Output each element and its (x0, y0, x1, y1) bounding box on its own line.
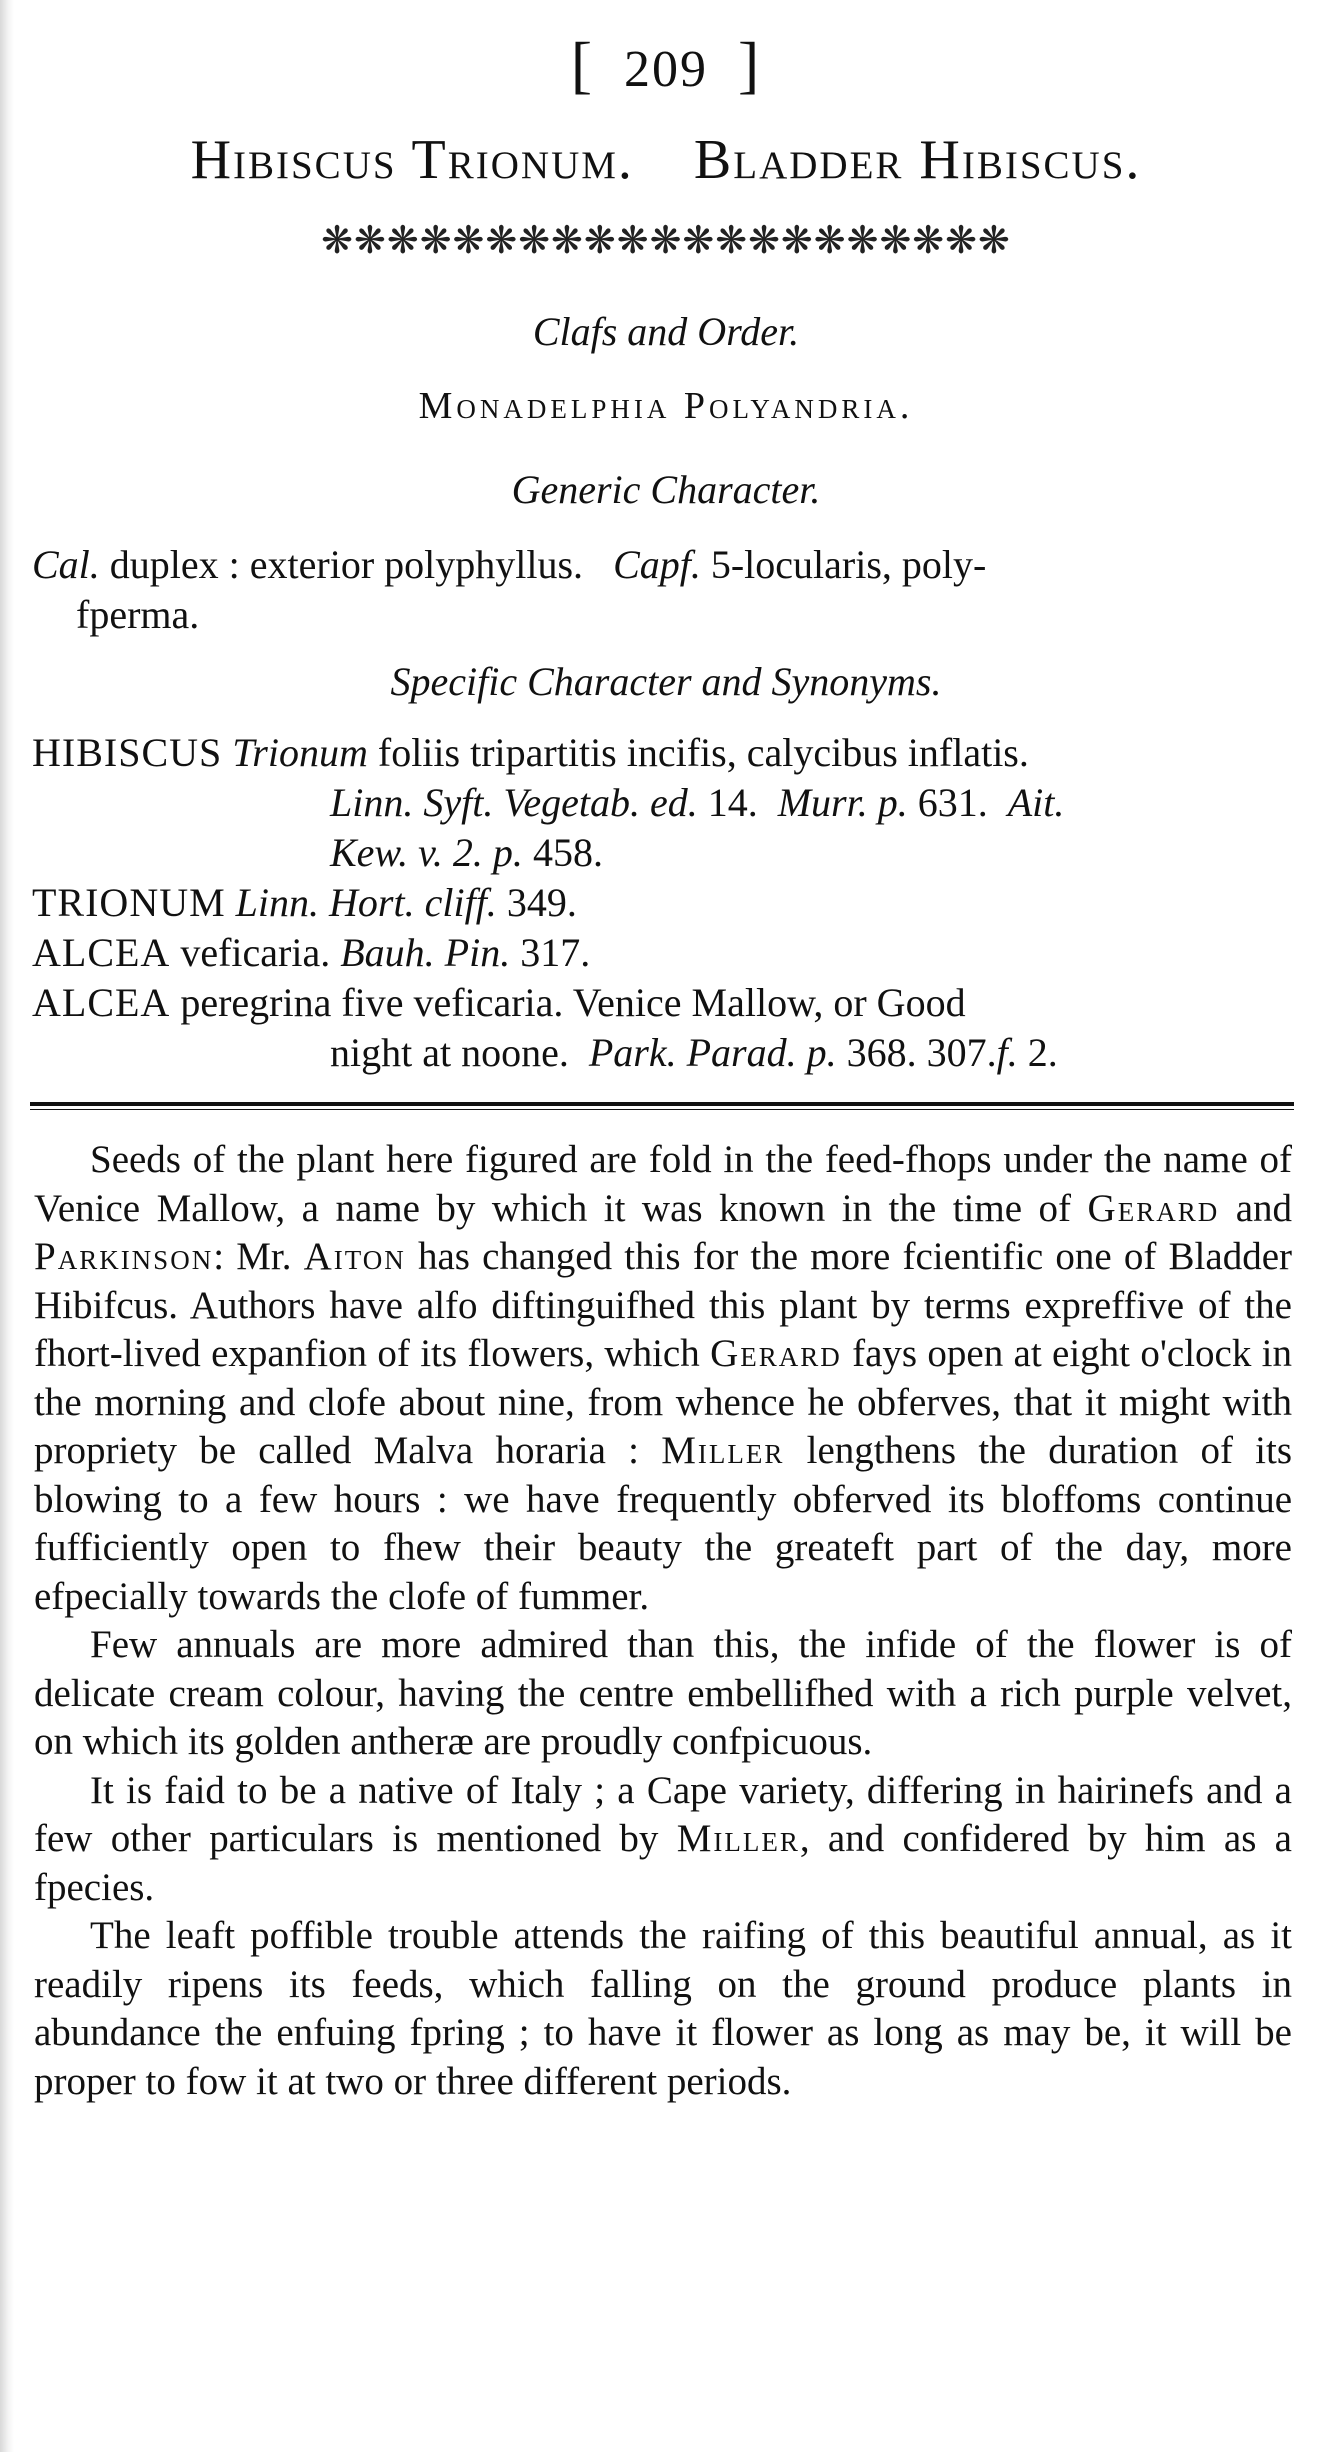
synonym-name: TRIONUM (32, 880, 226, 925)
synonym-text: veficaria. (180, 930, 331, 975)
ref-ait: Ait. (1007, 780, 1065, 825)
description-body (34, 1136, 1292, 2106)
caps-label: Capf. (613, 542, 701, 587)
synonym-species: Trionum (232, 730, 368, 775)
ref-kew: Kew. v. 2. p. (330, 830, 523, 875)
synonym-hibiscus (32, 728, 1292, 778)
name-miller: Miller (661, 1429, 785, 1472)
p1-e: lengthens the duration of its blowing to a few hours : we have frequently obferved its bloffoms continue fufficiently open to fhew their beauty the greateft part of the day, more efpecially towards the clofe of fummer. (34, 1429, 1293, 1618)
title-common: Bladder Hibiscus. (693, 129, 1142, 191)
page-title (0, 128, 1332, 192)
p3-a: It is faid to be a native of Italy ; a Cape variety, differing in hairinefs and a few other particulars is mentioned by (34, 1768, 1292, 1860)
title-latin: Hibiscus Trionum. (190, 129, 634, 191)
synonym-text-cont: night at noone. (330, 1030, 569, 1075)
synonym-ref-end: 2. (1027, 1030, 1058, 1075)
synonym-ref-num: 317. (520, 930, 591, 975)
synonym-alcea-2 (32, 978, 1292, 1028)
name-miller-2: Miller (676, 1817, 800, 1860)
ref-linn-num: 14. (707, 780, 758, 825)
synonym-name: ALCEA (32, 980, 171, 1025)
name-parkinson: Parkinson (34, 1235, 214, 1278)
p1-a: Seeds of the plant here figured are fold in the feed-fhops under the name of Venice Mallow, a name by which it was known in the time of (34, 1138, 1292, 1230)
ref-linn: Linn. Syft. Vegetab. ed. (330, 780, 698, 825)
synonym-hibiscus-ref (330, 778, 1280, 828)
ref-kew-num: 458. (532, 830, 603, 875)
synonym-name: HIBISCUS (32, 730, 223, 775)
section-rule (30, 1102, 1294, 1110)
ref-murr: Murr. p. (777, 780, 908, 825)
synonym-text: foliis tripartitis incifis, calycibus inflatis. (377, 730, 1029, 775)
paragraph-2: Few annuals are more admired than this, the infide of the flower is of delicate cream colour, having the centre embellifhed with a rich purple velvet, on which its golden antheræ are proudly confpicuous. (34, 1623, 1292, 1763)
synonym-trionum (32, 878, 1292, 928)
synonym-ref-num: 349. (506, 880, 577, 925)
paragraph-4: The leaft poffible trouble attends the raifing of this beautiful annual, as it readily ripens its feeds, which falling on the ground produce plants in abundance the enfuing fpring ; to have it flower as long as may be, it will be proper to fow it at two or three different periods. (34, 1914, 1292, 2103)
synonym-alcea-2-cont (330, 1028, 1280, 1078)
name-gerard: Gerard (1087, 1186, 1220, 1230)
class-order-value: Monadelphia Polyandria. (418, 385, 914, 427)
synonym-alcea-1 (32, 928, 1292, 978)
generic-character-text (32, 540, 1292, 640)
generic-character-heading: Generic Character. (511, 467, 821, 512)
p1-c: has changed this for the more fcientific one of Bladder Hibifcus. Authors have alfo diftinguifhed this plant by terms expreffive of the fhort-lived expanfion of its flowers, which (34, 1235, 1292, 1375)
synonym-hibiscus-ref-2 (330, 828, 1280, 878)
generic-text-3: fperma. (76, 592, 200, 637)
left-bracket: [ (570, 29, 594, 100)
generic-text-1: duplex : exterior polyphyllus. (109, 542, 584, 587)
synonym-ref-num: 368. 307. (846, 1030, 997, 1075)
generic-text-2: 5-locularis, poly- (710, 542, 987, 587)
page-number (0, 28, 1332, 102)
synonym-name: ALCEA (32, 930, 171, 975)
ornament-divider: ❋❋❋❋❋❋❋❋❋❋❋❋❋❋❋❋❋❋❋❋❋ (321, 220, 1011, 262)
right-bracket: ] (738, 29, 762, 100)
class-order-heading: Clafs and Order. (532, 309, 800, 354)
name-aiton: Aiton (303, 1235, 406, 1278)
paragraph-1 (34, 1136, 1292, 1621)
synonym-ref-fig: f. (996, 1030, 1018, 1075)
paragraph-3 (34, 1767, 1292, 1913)
cal-label: Cal. (32, 542, 100, 587)
specific-character-heading: Specific Character and Synonyms. (390, 659, 942, 704)
page-gutter (0, 0, 14, 2452)
page-number-value: 209 (624, 41, 708, 98)
p3-b: , and confidered by him as a fpecies. (34, 1817, 1292, 1909)
synonym-ref: Bauh. Pin. (340, 930, 511, 975)
ref-murr-num: 631. (917, 780, 988, 825)
p1-and: and (1235, 1186, 1293, 1230)
synonym-text: peregrina five veficaria. Venice Mallow, or Good (180, 980, 966, 1025)
p1-b: : Mr. (213, 1235, 292, 1278)
p1-d: fays open at eight o'clock in the morning and clofe about nine, from whence he obferves, that it might with propriety be called Malva horaria : (34, 1332, 1293, 1472)
name-gerard-2: Gerard (710, 1332, 842, 1375)
synonym-ref: Linn. Hort. cliff. (235, 880, 497, 925)
synonym-ref: Park. Parad. p. (588, 1030, 837, 1075)
